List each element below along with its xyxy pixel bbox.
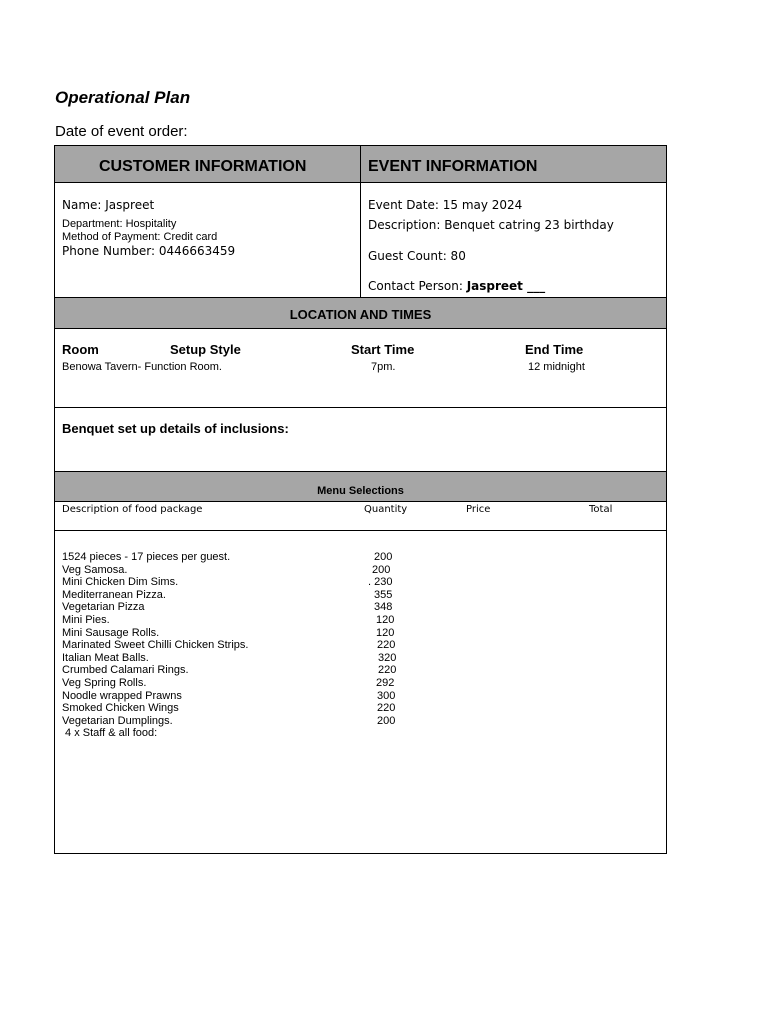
customer-info-header bbox=[55, 146, 361, 183]
menu-item-name: Vegetarian Dumplings. bbox=[62, 714, 173, 727]
room-value: Benowa Tavern- Function Room. bbox=[62, 361, 222, 373]
menu-item-quantity: 220 bbox=[377, 639, 396, 652]
col-start-time: Start Time bbox=[351, 342, 415, 357]
menu-item-names bbox=[62, 551, 248, 740]
location-times-header-label: LOCATION AND TIMES bbox=[289, 307, 432, 322]
guest-count: Guest Count: 80 bbox=[368, 249, 466, 263]
col-food-description: Description of food package bbox=[62, 504, 203, 515]
menu-item-quantities bbox=[355, 551, 396, 740]
divider-menu-columns bbox=[55, 530, 666, 531]
event-info-header bbox=[361, 146, 666, 183]
menu-item-name: Crumbed Calamari Rings. bbox=[62, 664, 189, 677]
event-info-header-label: EVENT INFORMATION bbox=[368, 158, 538, 175]
menu-item-quantity: 200 bbox=[377, 714, 396, 727]
menu-item-name: Mini Chicken Dim Sims. bbox=[62, 576, 179, 589]
document-title: Operational Plan bbox=[55, 88, 191, 107]
menu-item-name: Veg Samosa. bbox=[62, 563, 128, 576]
menu-item-name: Vegetarian Pizza bbox=[62, 601, 145, 614]
customer-phone: Phone Number: 0446663459 bbox=[62, 244, 236, 258]
setup-details-label: Benquet set up details of inclusions: bbox=[62, 421, 289, 436]
divider-location-setup bbox=[55, 407, 666, 408]
menu-item-quantity: 120 bbox=[376, 613, 395, 626]
date-of-event-order: Date of event order: bbox=[55, 123, 188, 140]
menu-item-quantity: 355 bbox=[374, 588, 393, 601]
menu-item-name: 4 x Staff & all food: bbox=[62, 727, 158, 740]
menu-item-quantity: 200 bbox=[374, 551, 393, 563]
menu-item-quantity: 220 bbox=[378, 664, 397, 677]
start-time-value: 7pm. bbox=[371, 361, 396, 373]
customer-name: Name: Jaspreet bbox=[62, 198, 155, 212]
menu-item-name: Italian Meat Balls. bbox=[62, 651, 149, 664]
col-end-time: End Time bbox=[525, 342, 584, 357]
contact-person bbox=[368, 279, 545, 293]
location-times-header bbox=[55, 297, 666, 329]
event-date: Event Date: 15 may 2024 bbox=[368, 198, 523, 212]
menu-item-name: Mediterranean Pizza. bbox=[62, 588, 166, 601]
menu-item-quantity: 292 bbox=[376, 676, 395, 689]
menu-item-name: Mini Sausage Rolls. bbox=[62, 626, 160, 639]
col-total: Total bbox=[589, 504, 613, 515]
menu-item-quantity: . 230 bbox=[368, 576, 393, 589]
menu-item-quantity bbox=[355, 727, 396, 740]
menu-item-quantity: 120 bbox=[376, 626, 395, 639]
menu-item-quantity: 320 bbox=[378, 651, 397, 664]
menu-item-name: 1524 pieces - 17 pieces per guest. bbox=[62, 551, 231, 563]
operational-plan-form bbox=[54, 145, 667, 854]
menu-item-quantity: 300 bbox=[377, 689, 396, 702]
menu-item-quantity: 200 bbox=[372, 563, 391, 576]
customer-department: Department: Hospitality bbox=[62, 218, 177, 230]
col-setup-style: Setup Style bbox=[170, 342, 241, 357]
menu-item-name: Noodle wrapped Prawns bbox=[62, 689, 182, 702]
customer-info-header-label: CUSTOMER INFORMATION bbox=[99, 158, 307, 175]
contact-person-label: Contact Person: bbox=[368, 279, 467, 293]
event-info-body bbox=[361, 183, 666, 297]
col-price: Price bbox=[466, 504, 491, 515]
customer-payment-method: Method of Payment: Credit card bbox=[62, 231, 218, 243]
contact-person-value: Jaspreet ___ bbox=[466, 279, 546, 293]
col-room: Room bbox=[62, 342, 99, 357]
menu-item-name: Marinated Sweet Chilli Chicken Strips. bbox=[62, 639, 249, 652]
menu-item-quantity: 220 bbox=[377, 702, 396, 715]
menu-item-quantity: 348 bbox=[374, 601, 393, 614]
menu-item-name: Smoked Chicken Wings bbox=[62, 702, 179, 715]
menu-item-name: Veg Spring Rolls. bbox=[62, 676, 147, 689]
menu-selections-header-label: Menu Selections bbox=[317, 485, 404, 497]
menu-item-name: Mini Pies. bbox=[62, 613, 110, 626]
menu-selections-header bbox=[55, 471, 666, 502]
customer-info-body bbox=[55, 183, 361, 297]
event-description: Description: Benquet catring 23 birthday bbox=[368, 218, 614, 232]
end-time-value: 12 midnight bbox=[528, 361, 585, 373]
col-quantity: Quantity bbox=[364, 504, 408, 515]
